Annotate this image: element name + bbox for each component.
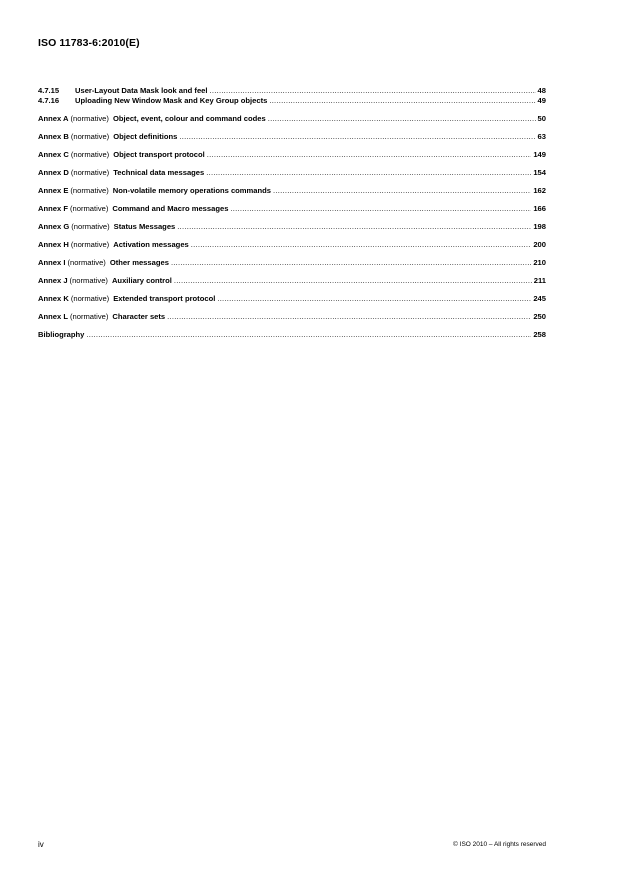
toc-dot-leader (217, 294, 531, 303)
toc-dot-leader (210, 86, 536, 95)
toc-dot-leader (171, 258, 531, 267)
toc-annex-label: Annex K (38, 294, 69, 303)
toc-entry-title: Extended transport protocol (113, 294, 216, 303)
toc-annex-label: Annex D (38, 168, 69, 177)
toc-page-number: 210 (533, 258, 546, 267)
toc-dot-leader (269, 96, 535, 105)
toc-entry-title: Non-volatile memory operations commands (112, 186, 272, 195)
toc-entry-title: Auxiliary control (111, 276, 172, 285)
toc-dot-leader (191, 240, 532, 249)
toc-annex-type: (normative) (70, 186, 109, 195)
toc-page-number: 211 (533, 276, 546, 285)
toc-page-number: 49 (537, 96, 546, 105)
toc-annex-type: (normative) (69, 204, 109, 213)
toc-annex-type: (normative) (70, 150, 110, 159)
toc-entry-title: Object definitions (113, 132, 178, 141)
toc-entry-annex-l[interactable] (38, 312, 546, 321)
toc-entry-annex-k[interactable] (38, 294, 546, 303)
toc-entry-annex-d[interactable] (38, 168, 546, 177)
toc-entry-title: Other messages (109, 258, 169, 267)
toc-page-number: 149 (533, 150, 546, 159)
toc-page-number: 166 (533, 204, 546, 213)
toc-annex-type: (normative) (70, 168, 110, 177)
toc-entry-title: Status Messages (113, 222, 176, 231)
toc-dot-leader (206, 168, 531, 177)
toc-section-number: 4.7.15 (38, 86, 60, 95)
toc-dot-leader (179, 132, 535, 141)
toc-entry-title: Activation messages (113, 240, 189, 249)
toc-dot-leader (273, 186, 531, 195)
toc-annex-label: Annex I (38, 258, 66, 267)
toc-entry-annex-e[interactable] (38, 186, 546, 195)
toc-annex-label: Annex F (38, 204, 68, 213)
toc-section-number: 4.7.16 (38, 96, 60, 105)
toc-annex-type: (normative) (67, 258, 106, 267)
toc-page-number: 258 (533, 330, 546, 339)
toc-annex-label: Annex H (38, 240, 69, 249)
toc-dot-leader (177, 222, 531, 231)
toc-dot-leader (230, 204, 531, 213)
toc-entry-annex-g[interactable] (38, 222, 546, 231)
toc-dot-leader (167, 312, 531, 321)
toc-annex-type: (normative) (71, 222, 110, 231)
toc-page-number: 198 (533, 222, 546, 231)
toc-entry-title: Character sets (112, 312, 166, 321)
footer-copyright: © ISO 2010 – All rights reserved (453, 841, 546, 848)
toc-entry-4-7-15[interactable] (38, 86, 546, 95)
toc-annex-label: Annex A (38, 114, 69, 123)
toc-annex-label: Annex B (38, 132, 69, 141)
toc-page-number: 162 (533, 186, 546, 195)
toc-annex-type: (normative) (69, 312, 109, 321)
toc-annex-label: Annex G (38, 222, 70, 231)
footer-page-number: iv (38, 840, 44, 849)
toc-annex-label: Annex J (38, 276, 68, 285)
toc-entry-annex-j[interactable] (38, 276, 546, 285)
toc-entry-title: Command and Macro messages (112, 204, 229, 213)
toc-page-number: 250 (533, 312, 546, 321)
toc-entry-annex-f[interactable] (38, 204, 546, 213)
toc-entry-title: Object, event, colour and command codes (112, 114, 266, 123)
toc-page-number: 48 (537, 86, 546, 95)
toc-annex-label: Annex L (38, 312, 68, 321)
toc-entry-title: Object transport protocol (113, 150, 205, 159)
toc-entry-annex-b[interactable] (38, 132, 546, 141)
toc-entry-title: Uploading New Window Mask and Key Group objects (75, 96, 268, 105)
toc-dot-leader (207, 150, 532, 159)
toc-annex-type: (normative) (70, 114, 109, 123)
toc-entry-annex-a[interactable] (38, 114, 546, 123)
toc-annex-label: Annex C (38, 150, 69, 159)
toc-page-number: 50 (537, 114, 546, 123)
toc-bibliography-title: Bibliography (38, 330, 85, 339)
toc-dot-leader (86, 330, 531, 339)
toc-entry-title: Technical data messages (113, 168, 205, 177)
toc-dot-leader (174, 276, 532, 285)
document-header-title: ISO 11783-6:2010(E) (38, 37, 140, 49)
toc-annex-type: (normative) (70, 294, 110, 303)
table-of-contents (38, 86, 546, 339)
toc-entry-annex-h[interactable] (38, 240, 546, 249)
toc-entry-annex-i[interactable] (38, 258, 546, 267)
toc-page-number: 200 (533, 240, 546, 249)
toc-entry-annex-c[interactable] (38, 150, 546, 159)
toc-entry-4-7-16[interactable] (38, 96, 546, 105)
toc-entry-title: User-Layout Data Mask look and feel (75, 86, 208, 95)
toc-annex-type: (normative) (70, 240, 110, 249)
toc-entry-bibliography[interactable] (38, 330, 546, 339)
toc-annex-label: Annex E (38, 186, 69, 195)
toc-annex-type: (normative) (69, 276, 108, 285)
toc-page-number: 245 (533, 294, 546, 303)
toc-dot-leader (268, 114, 536, 123)
toc-annex-type: (normative) (70, 132, 110, 141)
toc-page-number: 154 (533, 168, 546, 177)
toc-page-number: 63 (537, 132, 546, 141)
